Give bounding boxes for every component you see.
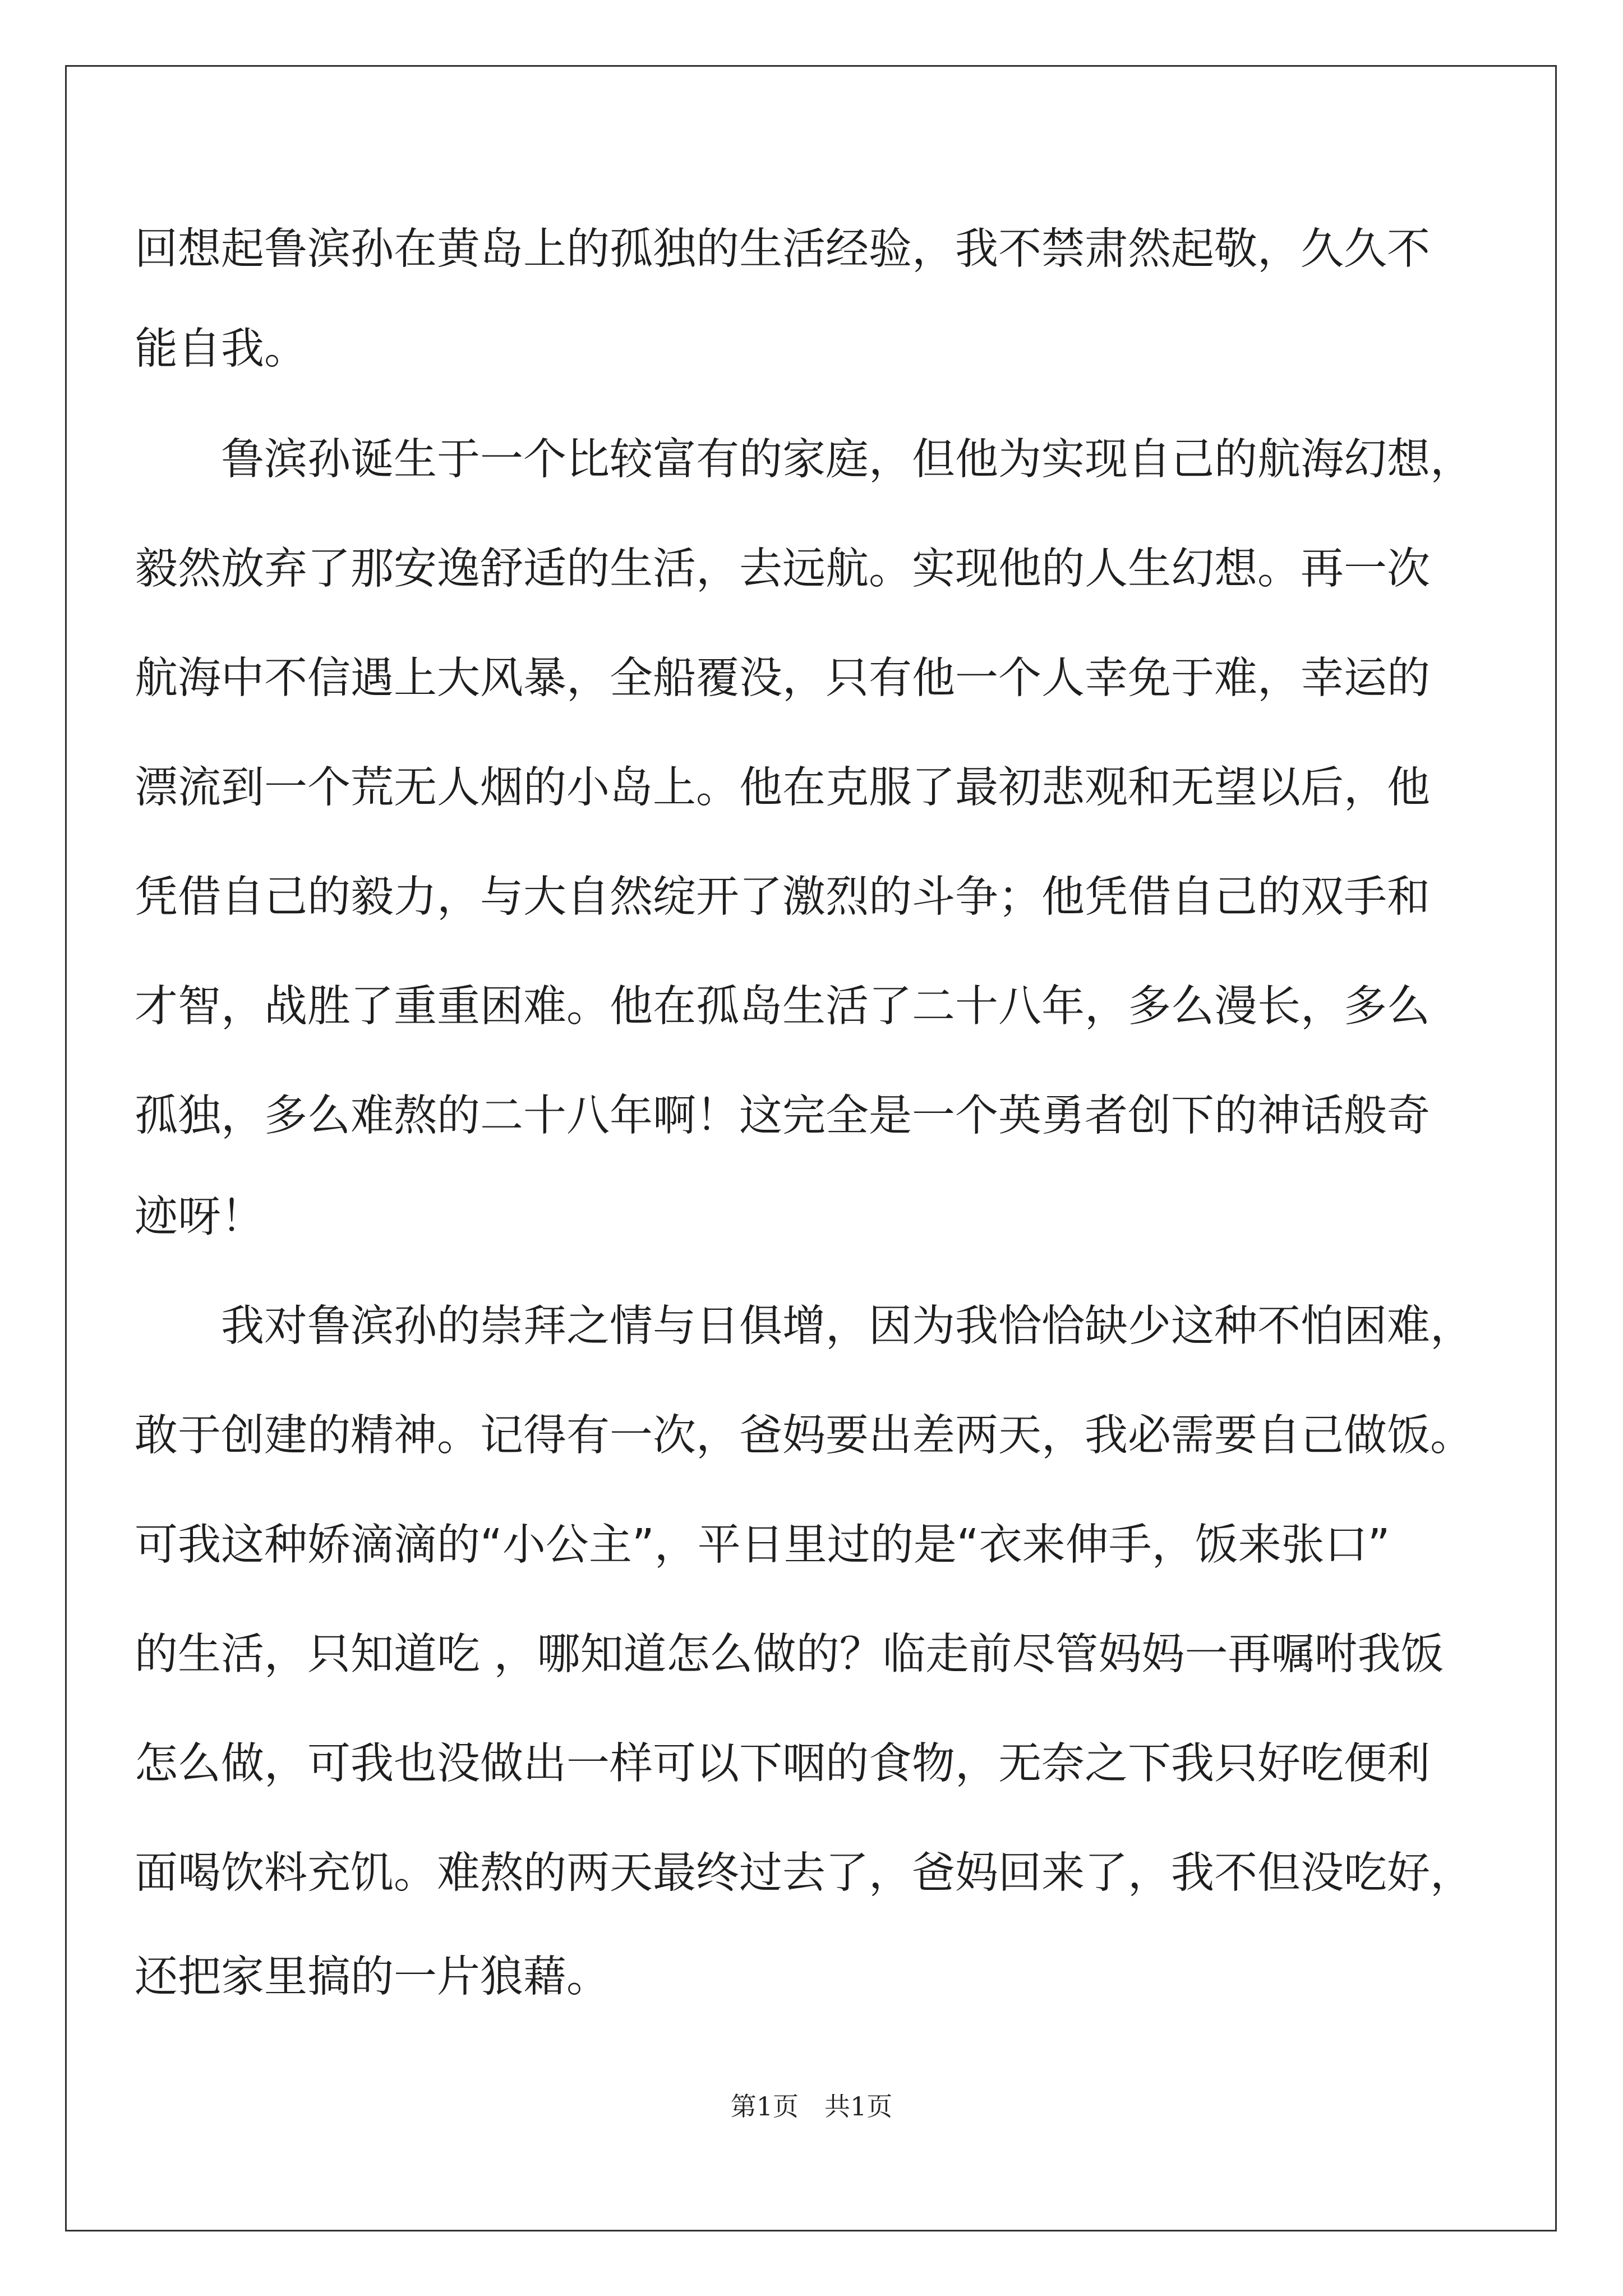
text-line: 怎么做，可我也没做出一样可以下咽的食物，无奈之下我只好吃便利 [135, 1739, 1430, 1789]
text-line: 漂流到一个荒无人烟的小岛上。他在克服了最初悲观和无望以后，他 [135, 763, 1430, 813]
text-line: 还把家里搞的一片狼藉。 [135, 1952, 610, 2002]
page-footer: 第1页 共1页 [730, 2091, 893, 2122]
text-line: 凭借自己的毅力，与大自然绽开了激烈的斗争；他凭借自己的双手和 [135, 872, 1430, 922]
text-line: 才智，战胜了重重困难。他在孤岛生活了二十八年，多么漫长，多么 [135, 982, 1430, 1032]
text-line: 孤独，多么难熬的二十八年啊！这完全是一个英勇者创下的神话般奇 [135, 1091, 1430, 1141]
paragraph-start-line: 我对鲁滨孙的崇拜之情与日俱增，因为我恰恰缺少这种不怕困难， [135, 1301, 1473, 1351]
text-line: 面喝饮料充饥。难熬的两天最终过去了，爸妈回来了，我不但没吃好， [135, 1848, 1473, 1898]
text-line: 敢于创建的精神。记得有一次，爸妈要出差两天，我必需要自己做饭。 [135, 1411, 1473, 1461]
text-line: 可我这种娇滴滴的“小公主”，平日里过的是“衣来伸手，饭来张口” [135, 1520, 1390, 1570]
text-line: 回想起鲁滨孙在黄岛上的孤独的生活经验，我不禁肃然起敬，久久不 [135, 224, 1430, 274]
text-line: 能自我。 [135, 324, 307, 374]
paragraph-start-line: 鲁滨孙诞生于一个比较富有的家庭，但他为实现自己的航海幻想， [135, 435, 1473, 485]
text-line: 的生活，只知道吃 ，哪知道怎么做的？临走前尽管妈妈一再嘱咐我饭 [135, 1630, 1444, 1680]
text-line: 航海中不信遇上大风暴，全船覆没，只有他一个人幸免于难，幸运的 [135, 654, 1430, 703]
text-line: 毅然放弃了那安逸舒适的生活，去远航。实现他的人生幻想。再一次 [135, 544, 1430, 594]
text-line: 迹呀！ [135, 1192, 264, 1242]
